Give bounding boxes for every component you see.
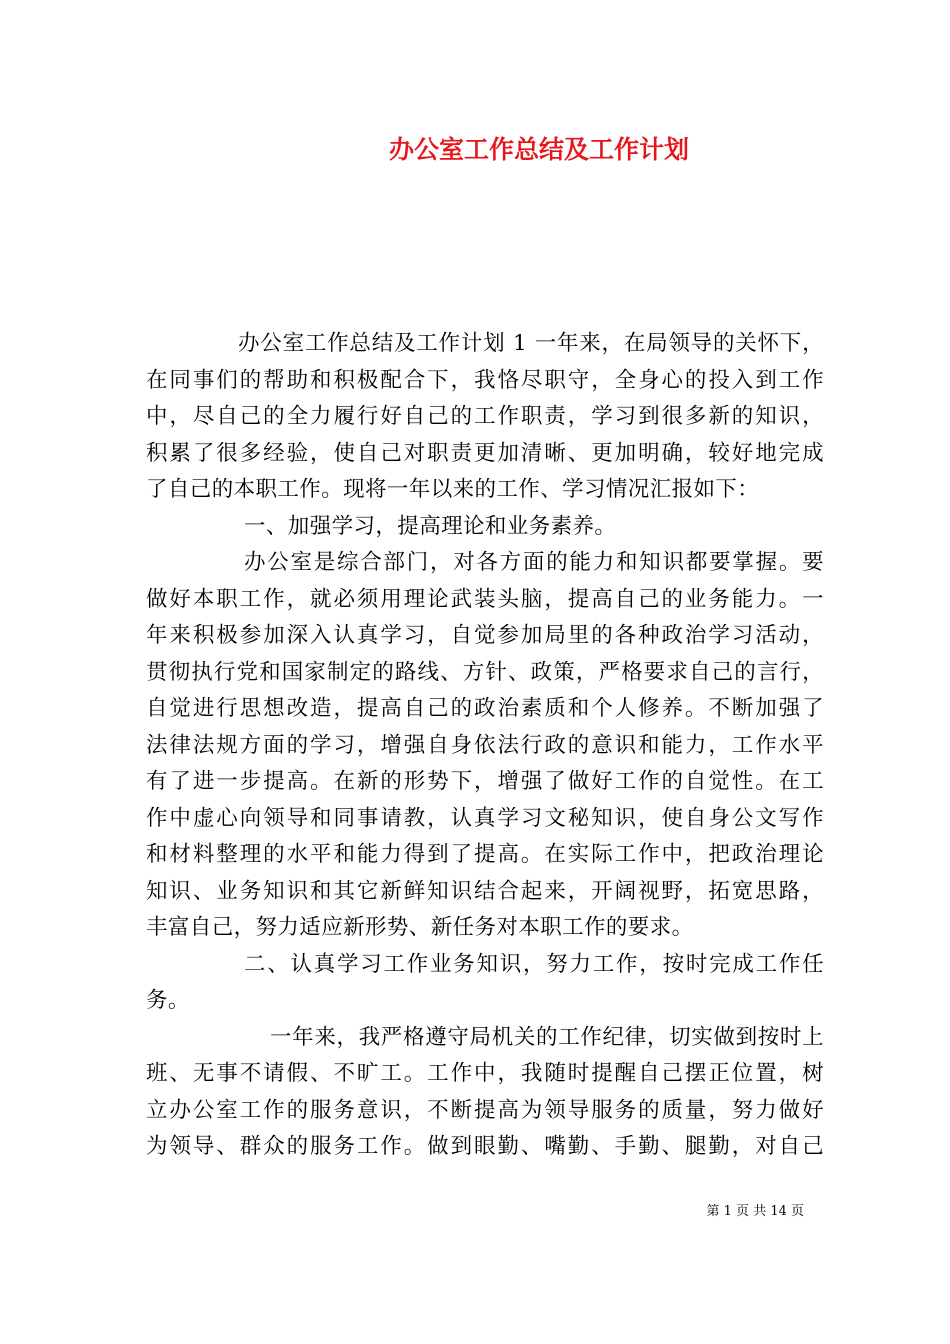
section-heading-1: 一、加强学习，提高理论和业务素养。 — [244, 513, 617, 539]
body-line: 办公室工作总结及工作计划 1 一年来，在局领导的关怀下， — [238, 331, 824, 356]
document-body — [146, 326, 824, 1166]
body-line: 中，尽自己的全力履行好自己的工作职责，学习到很多新的知识， — [146, 404, 824, 429]
body-line: 了自己的本职工作。现将一年以来的工作、学习情况汇报如下： — [146, 477, 760, 502]
body-line: 作中虚心向领导和同事请教，认真学习文秘知识，使自身公文写作 — [146, 805, 824, 831]
body-line: 务。 — [146, 988, 190, 1013]
body-line: 办公室是综合部门，对各方面的能力和知识都要掌握。要 — [244, 550, 824, 575]
document-title: 办公室工作总结及工作计划 — [388, 135, 689, 164]
body-line: 贯彻执行党和国家制定的路线、方针、政策，严格要求自己的言行， — [146, 659, 824, 685]
body-line: 立办公室工作的服务意识，不断提高为领导服务的质量，努力做好 — [146, 1097, 824, 1123]
body-line: 和材料整理的水平和能力得到了提高。在实际工作中，把政治理论 — [146, 842, 824, 867]
body-line: 知识、业务知识和其它新鲜知识结合起来，开阔视野，拓宽思路， — [146, 878, 824, 904]
body-line: 有了进一步提高。在新的形势下，增强了做好工作的自觉性。在工 — [146, 769, 824, 794]
body-line: 积累了很多经验，使自己对职责更加清晰、更加明确，较好地完成 — [146, 440, 824, 466]
page-number: 第 1 页 共 14 页 — [706, 1204, 804, 1219]
body-line: 为领导、群众的服务工作。做到眼勤、嘴勤、手勤、腿勤，对自己 — [146, 1134, 824, 1159]
body-line: 丰富自己，努力适应新形势、新任务对本职工作的要求。 — [146, 915, 694, 940]
body-line: 自觉进行思想改造，提高自己的政治素质和个人修养。不断加强了 — [146, 696, 824, 721]
body-line: 做好本职工作，就必须用理论武装头脑，提高自己的业务能力。一 — [146, 586, 824, 612]
body-line: 在同事们的帮助和积极配合下，我恪尽职守，全身心的投入到工作 — [146, 367, 824, 393]
section-heading-2: 二、认真学习工作业务知识，努力工作，按时完成工作任 — [244, 951, 824, 977]
body-line: 班、无事不请假、不旷工。工作中，我随时提醒自己摆正位置，树 — [146, 1061, 824, 1086]
body-line: 年来积极参加深入认真学习，自觉参加局里的各种政治学习活动， — [146, 623, 824, 648]
body-line: 一年来，我严格遵守局机关的工作纪律，切实做到按时上 — [270, 1024, 824, 1050]
body-line: 法律法规方面的学习，增强自身依法行政的意识和能力，工作水平 — [146, 732, 824, 758]
